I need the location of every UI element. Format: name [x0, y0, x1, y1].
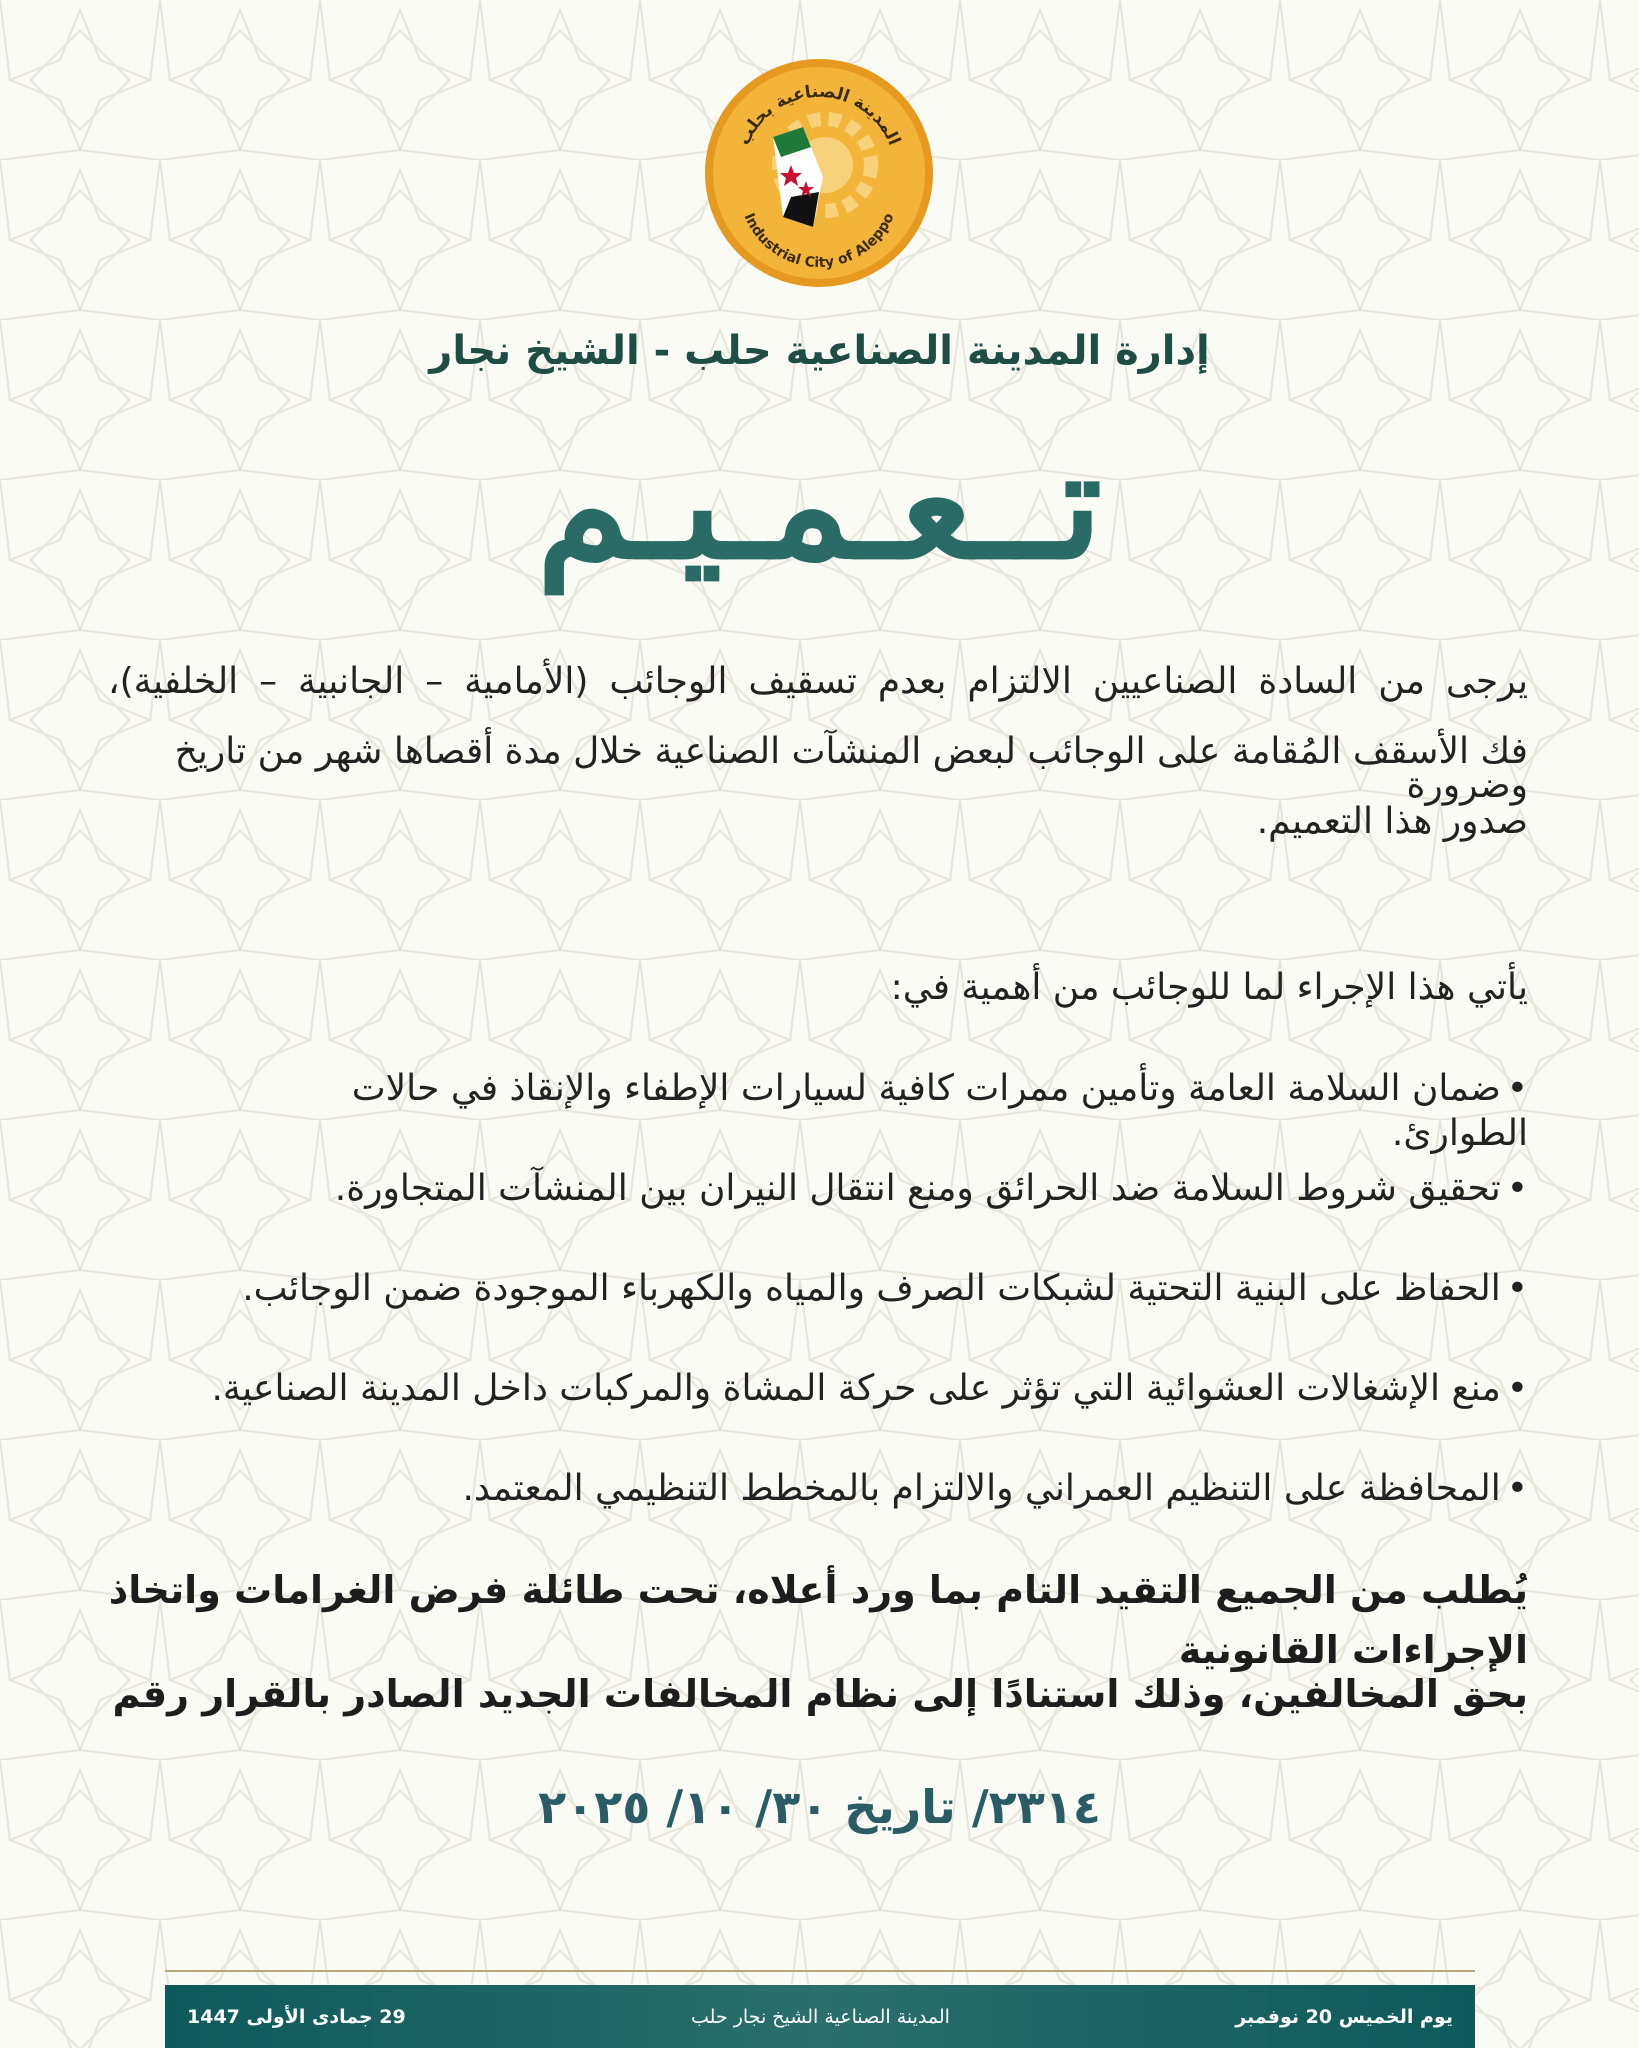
logo-arabic-text: المدينة الصناعية بحلب — [734, 81, 905, 149]
footer-bar — [165, 1985, 1475, 2048]
bullet-item: • الحفاظ على البنية التحتية لشبكات الصرف والمياه والكهرباء الموجودة ضمن الوجائب. — [208, 1266, 1528, 1311]
industrial-city-logo — [703, 57, 935, 289]
intro-line-2: فك الأسقف المُقامة على الوجائب لبعض المنشآت الصناعية خلال مدة أقصاها شهر من تاريخ — [174, 731, 1528, 772]
footer-location: المدينة الصناعية الشيخ نجار حلب — [691, 2005, 950, 2028]
intro-line-3: صدور هذا التعميم. — [1256, 801, 1528, 842]
intro-line-1: يرجى من السادة الصناعيين الالتزام بعدم تسقيف الوجائب (الأمامية – الجانبية – الخلفية)، وضرورة — [108, 661, 1528, 806]
warning-line-1: يُطلب من الجميع التقيد التام بما ورد أعلاه، تحت طائلة فرض الغرامات واتخاذ الإجراءات القانونية — [108, 1568, 1528, 1672]
organization-heading: إدارة المدينة الصناعية حلب - الشيخ نجار — [429, 328, 1210, 374]
warning-paragraph — [108, 1560, 1528, 1768]
bullet-item: • منع الإشغالات العشوائية التي تؤثر على حركة المشاة والمركبات داخل المدينة الصناعية. — [208, 1366, 1528, 1411]
footer-divider — [165, 1970, 1475, 1972]
footer-day-date: يوم الخميس 20 نوفمبر — [1235, 2005, 1453, 2028]
decision-number: ٢٣١٤/ تاريخ ٣٠/ ١٠/ ٢٠٢٥ — [538, 1780, 1101, 1834]
page-title: تــعـمـيـم — [536, 417, 1103, 593]
bullet-item: • تحقيق شروط السلامة ضد الحرائق ومنع انتقال النيران بين المنشآت المتجاورة. — [208, 1166, 1528, 1211]
intro-paragraph — [108, 661, 1528, 874]
lead-sentence: يأتي هذا الإجراء لما للوجائب من أهمية في: — [890, 967, 1528, 1008]
warning-line-2: بحق المخالفين، وذلك استنادًا إلى نظام المخالفات الجديد الصادر بالقرار رقم — [112, 1672, 1528, 1716]
bullet-item: • ضمان السلامة العامة وتأمين ممرات كافية لسيارات الإطفاء والإنقاذ في حالات الطوارئ. — [208, 1066, 1528, 1156]
bullet-item: • المحافظة على التنظيم العمراني والالتزام بالمخطط التنظيمي المعتمد. — [208, 1466, 1528, 1511]
footer-hijri-date: 29 جمادى الأولى 1447 — [187, 2005, 406, 2028]
logo-english-text: Industrial City of Aleppo — [740, 210, 898, 272]
